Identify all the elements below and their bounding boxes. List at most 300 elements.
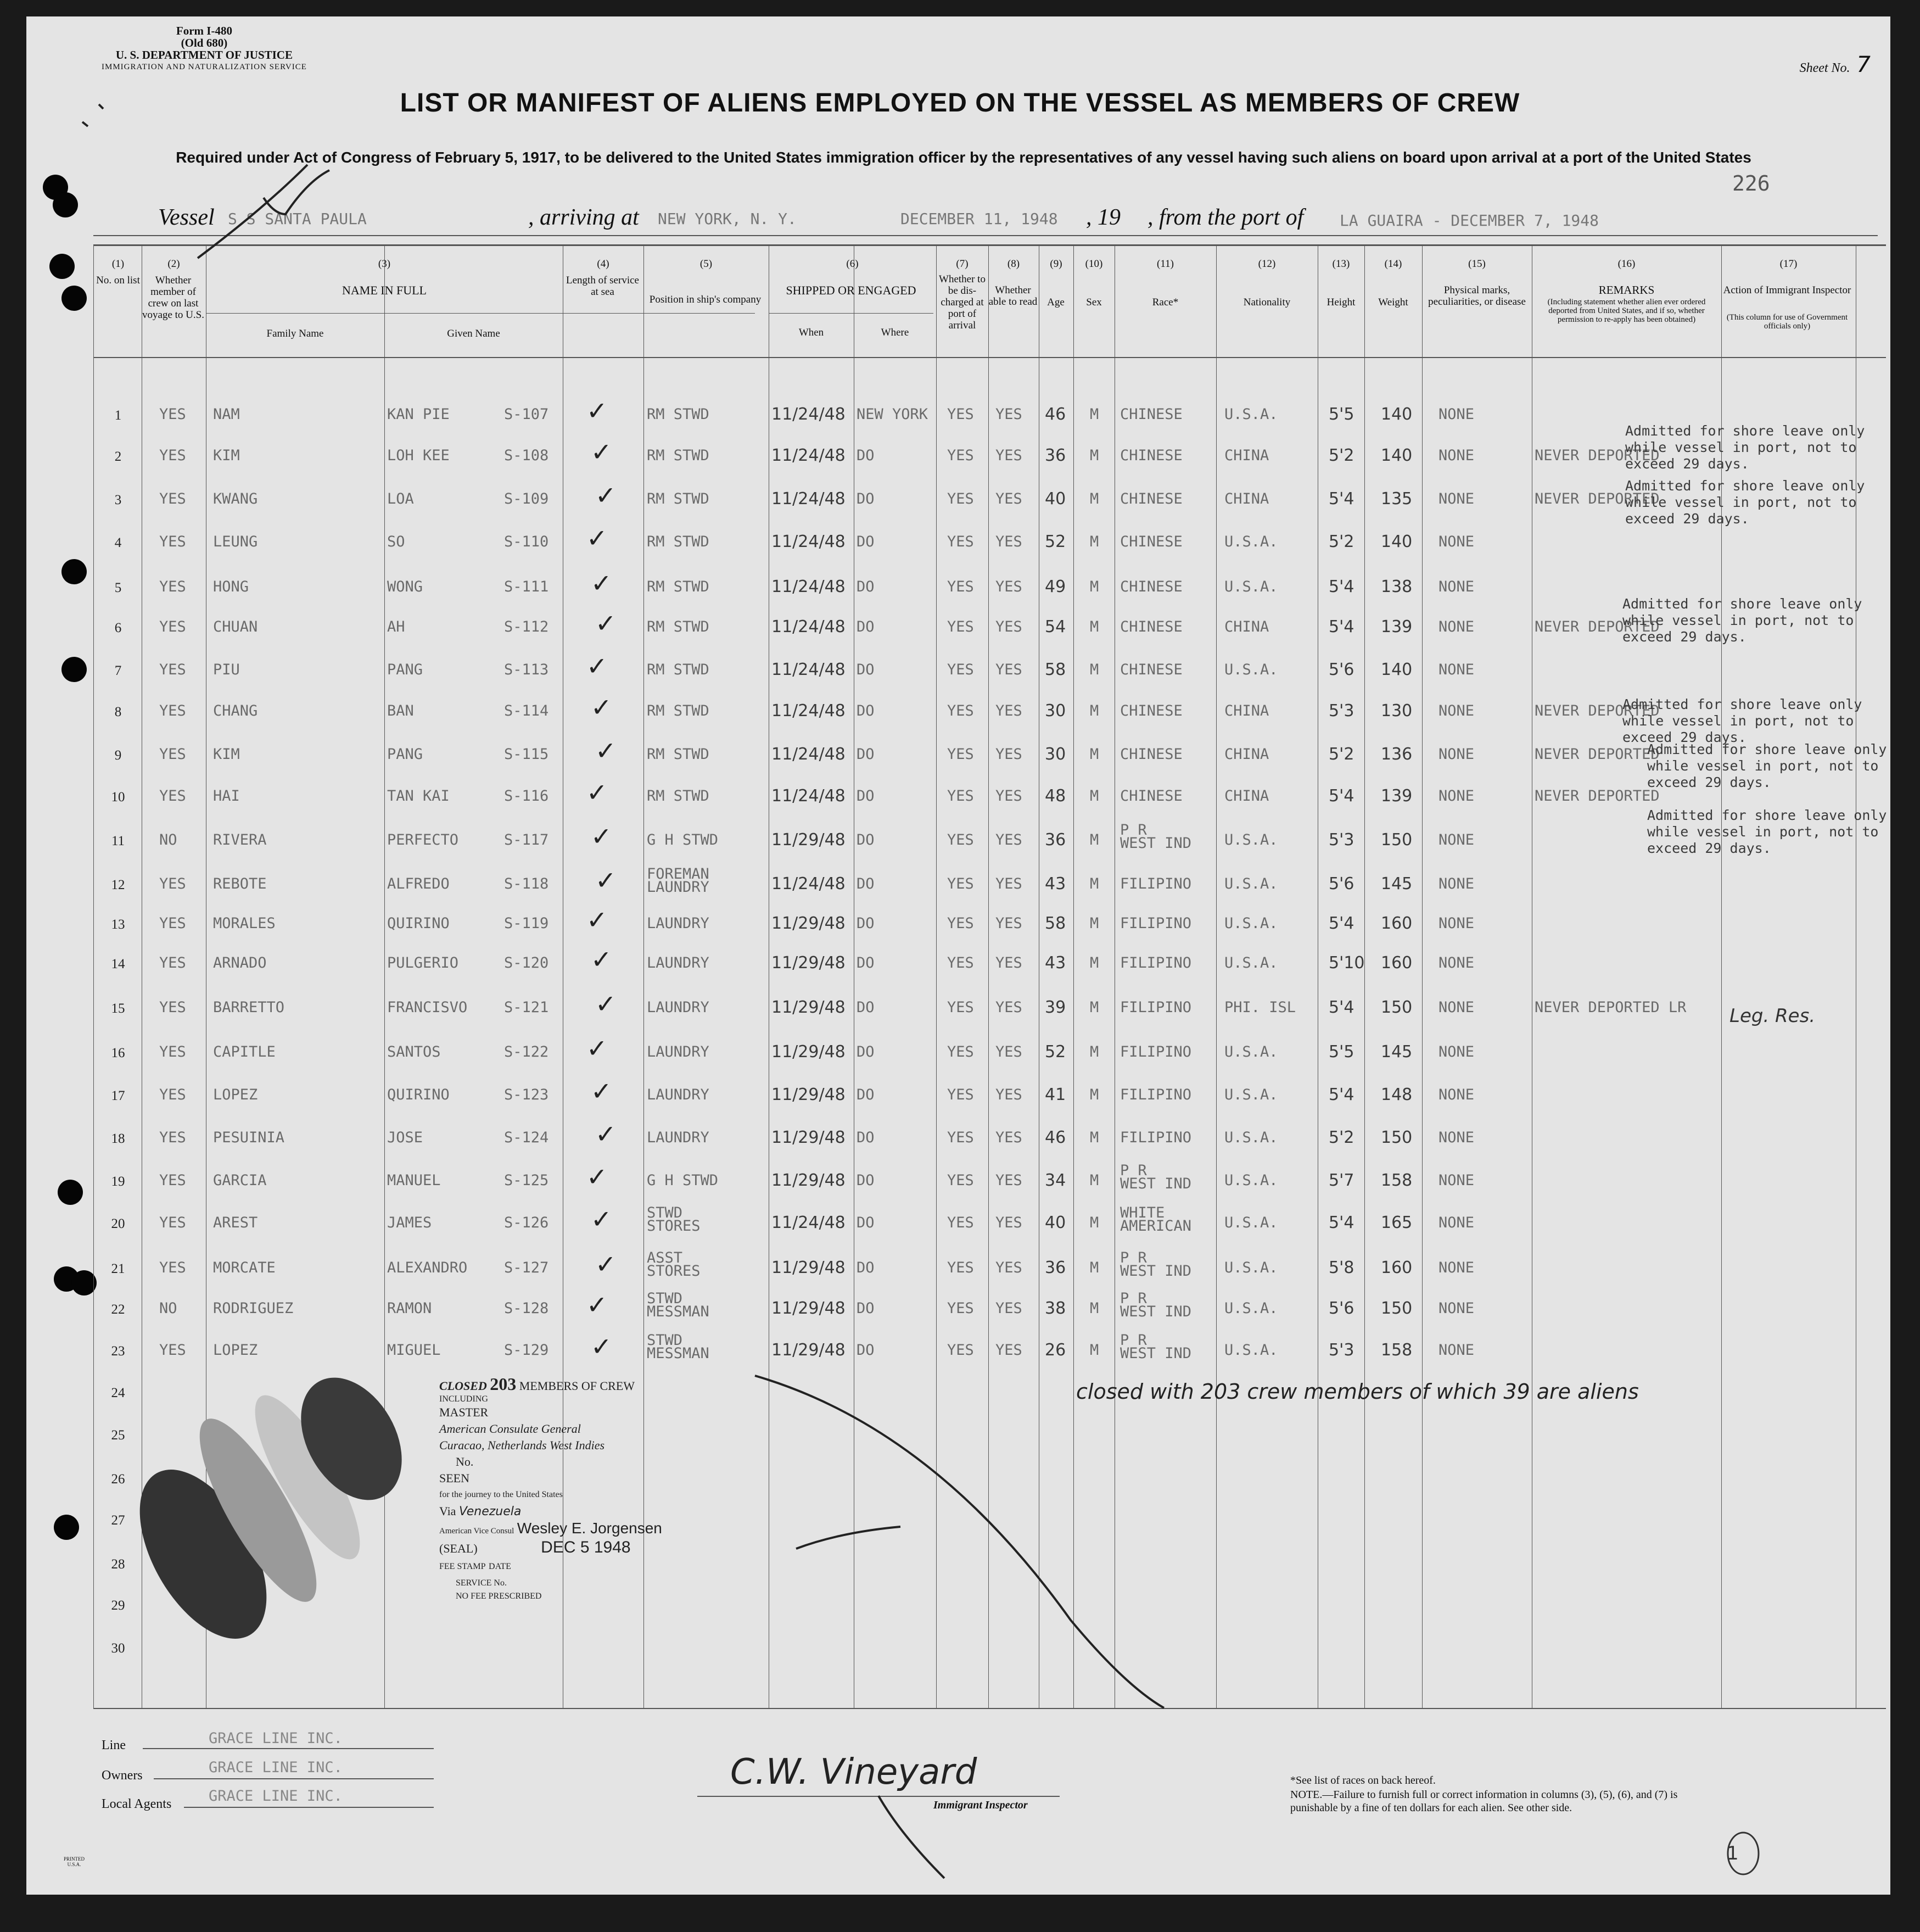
- race-cell: P R WEST IND: [1120, 1249, 1192, 1280]
- height-cell: 5'4: [1329, 1213, 1354, 1232]
- physical-marks-cell: NONE: [1438, 999, 1475, 1016]
- row-number: 30: [111, 1641, 125, 1656]
- discharged-cell: YES: [947, 618, 974, 635]
- col-when-header: When: [798, 327, 824, 338]
- stamp-seal: (SEAL): [439, 1542, 478, 1555]
- height-cell: 5'3: [1329, 830, 1354, 850]
- position-cell: RM STWD: [647, 702, 709, 719]
- weight-cell: 140: [1381, 446, 1413, 465]
- age-cell: 49: [1045, 577, 1066, 596]
- nationality-cell: U.S.A.: [1224, 1129, 1278, 1146]
- nationality-cell: CHINA: [1224, 618, 1269, 635]
- member-cell: YES: [159, 746, 186, 763]
- row-number: 3: [114, 493, 122, 507]
- col-read-header: Whether able to read: [988, 284, 1038, 308]
- weight-cell: 150: [1381, 1128, 1413, 1147]
- race-cell: FILIPINO: [1120, 915, 1192, 932]
- column-number: (9): [1050, 258, 1062, 270]
- column-number: (6): [846, 258, 859, 270]
- row-number: 17: [111, 1088, 125, 1103]
- inspector-note: Admitted for shore leave only while vessel in port, not to exceed 29 days.: [1625, 423, 1865, 472]
- sex-cell: M: [1090, 954, 1099, 971]
- inspector-signature: C.W. Vineyard: [730, 1752, 977, 1793]
- nationality-cell: U.S.A.: [1224, 875, 1278, 892]
- given-name-cell: ALFREDO: [387, 875, 450, 892]
- age-cell: 52: [1045, 532, 1066, 551]
- physical-marks-cell: NONE: [1438, 1259, 1475, 1276]
- row-number: 14: [111, 957, 125, 971]
- shipped-where-cell: DO: [857, 746, 875, 763]
- given-name-cell: QUIRINO: [387, 1086, 450, 1103]
- family-name-cell: PESUINIA: [213, 1129, 285, 1146]
- sex-cell: M: [1090, 1129, 1099, 1146]
- physical-marks-cell: NONE: [1438, 618, 1475, 635]
- row-number: 16: [111, 1046, 125, 1060]
- row-number: 9: [114, 748, 122, 763]
- column-number: (13): [1332, 258, 1350, 270]
- position-cell: RM STWD: [647, 406, 709, 423]
- service-check-mark: ✓: [595, 736, 617, 766]
- family-name-cell: ARNADO: [213, 954, 267, 971]
- age-cell: 36: [1045, 830, 1066, 850]
- vessel-label: Vessel: [158, 205, 215, 230]
- stamp-place: Curacao, Netherlands West Indies: [439, 1438, 605, 1452]
- shipped-where-cell: DO: [857, 1086, 875, 1103]
- shipped-when-cell: 11/24/48: [771, 446, 846, 465]
- service-check-mark: ✓: [591, 1204, 612, 1234]
- row-number: 22: [111, 1302, 125, 1317]
- seaman-number-cell: S-121: [504, 999, 549, 1016]
- age-cell: 48: [1045, 786, 1066, 806]
- col-discharged-header: Whether to be dis-charged at port of arrival: [939, 273, 986, 331]
- given-name-cell: FRANCISVO: [387, 999, 468, 1016]
- given-name-cell: WONG: [387, 578, 423, 595]
- sex-cell: M: [1090, 490, 1099, 507]
- column-number: (8): [1007, 258, 1020, 270]
- shipped-when-cell: 11/24/48: [771, 660, 846, 679]
- given-name-cell: PANG: [387, 746, 423, 763]
- race-cell: P R WEST IND: [1120, 1332, 1192, 1362]
- row-number: 28: [111, 1557, 125, 1572]
- service: IMMIGRATION AND NATURALIZATION SERVICE: [102, 63, 307, 71]
- physical-marks-cell: NONE: [1438, 447, 1475, 464]
- inspector-note: Admitted for shore leave only while vessel in port, not to exceed 29 days.: [1647, 807, 1887, 856]
- inspector-label: Immigrant Inspector: [933, 1799, 1028, 1811]
- sex-cell: M: [1090, 702, 1099, 719]
- stamp-master: MASTER: [439, 1405, 489, 1419]
- family-name-cell: LOPEZ: [213, 1086, 258, 1103]
- sex-cell: M: [1090, 1086, 1099, 1103]
- row-number: 6: [114, 621, 122, 635]
- able-to-read-cell: YES: [995, 1342, 1022, 1359]
- service-check-mark: ✓: [595, 866, 617, 895]
- service-check-mark: ✓: [595, 608, 617, 638]
- height-cell: 5'4: [1329, 998, 1354, 1017]
- vessel-slash-stroke: [198, 165, 307, 258]
- age-cell: 34: [1045, 1171, 1066, 1190]
- race-cell: CHINESE: [1120, 533, 1183, 550]
- member-cell: YES: [159, 1259, 186, 1276]
- shipped-when-cell: 11/24/48: [771, 532, 846, 551]
- family-name-cell: MORALES: [213, 915, 276, 932]
- shipped-when-cell: 11/24/48: [771, 745, 846, 764]
- row-number: 27: [111, 1513, 125, 1528]
- discharged-cell: YES: [947, 578, 974, 595]
- able-to-read-cell: YES: [995, 447, 1022, 464]
- row-number: 25: [111, 1428, 125, 1443]
- sex-cell: M: [1090, 875, 1099, 892]
- position-cell: STWD MESSMAN: [647, 1332, 709, 1362]
- race-cell: FILIPINO: [1120, 954, 1192, 971]
- height-cell: 5'5: [1329, 1042, 1354, 1062]
- height-cell: 5'6: [1329, 660, 1354, 679]
- race-cell: FILIPINO: [1120, 1043, 1192, 1060]
- sex-cell: M: [1090, 618, 1099, 635]
- shipped-when-cell: 11/29/48: [771, 1128, 846, 1147]
- race-cell: P R WEST IND: [1120, 1290, 1192, 1320]
- form-number: Form I-480: [176, 24, 232, 37]
- family-name-cell: BARRETTO: [213, 999, 285, 1016]
- row-number: 18: [111, 1131, 125, 1146]
- given-name-cell: BAN: [387, 702, 414, 719]
- physical-marks-cell: NONE: [1438, 875, 1475, 892]
- physical-marks-cell: NONE: [1438, 746, 1475, 763]
- shipped-where-cell: DO: [857, 915, 875, 932]
- stamp-including: INCLUDING: [439, 1394, 488, 1404]
- remarks-cell: NEVER DEPORTED: [1535, 618, 1660, 635]
- seaman-number-cell: S-115: [504, 746, 549, 763]
- col-nationality-header: Nationality: [1243, 297, 1291, 308]
- position-cell: LAUNDRY: [647, 1043, 709, 1060]
- member-cell: YES: [159, 578, 186, 595]
- physical-marks-cell: NONE: [1438, 915, 1475, 932]
- seaman-number-cell: S-117: [504, 831, 549, 848]
- shipped-where-cell: DO: [857, 661, 875, 678]
- height-cell: 5'7: [1329, 1171, 1354, 1190]
- family-name-cell: REBOTE: [213, 875, 267, 892]
- vessel-name: S S SANTA PAULA: [228, 210, 367, 228]
- position-cell: RM STWD: [647, 661, 709, 678]
- discharged-cell: YES: [947, 447, 974, 464]
- weight-cell: 130: [1381, 701, 1413, 721]
- age-cell: 36: [1045, 446, 1066, 465]
- service-check-mark: ✓: [586, 1162, 608, 1192]
- height-cell: 5'10: [1329, 953, 1365, 973]
- member-cell: YES: [159, 1086, 186, 1103]
- shipped-when-cell: 11/29/48: [771, 998, 846, 1017]
- stamp-consulate: American Consulate General: [439, 1422, 581, 1436]
- discharged-cell: YES: [947, 1043, 974, 1060]
- member-cell: YES: [159, 875, 186, 892]
- form-old-number: (Old 680): [181, 36, 228, 49]
- height-cell: 5'6: [1329, 874, 1354, 894]
- agents-value: GRACE LINE INC.: [209, 1788, 343, 1805]
- position-cell: STWD STORES: [647, 1204, 701, 1235]
- weight-cell: 140: [1381, 405, 1413, 424]
- remarks-cell: NEVER DEPORTED: [1535, 746, 1660, 763]
- given-name-cell: MANUEL: [387, 1172, 441, 1189]
- member-cell: YES: [159, 954, 186, 971]
- seaman-number-cell: S-112: [504, 618, 549, 635]
- service-check-mark: ✓: [586, 523, 608, 553]
- row-number: 19: [111, 1174, 125, 1189]
- service-check-mark: ✓: [595, 1119, 617, 1149]
- member-cell: YES: [159, 490, 186, 507]
- age-cell: 40: [1045, 489, 1066, 509]
- family-name-cell: RODRIGUEZ: [213, 1300, 294, 1317]
- age-cell: 36: [1045, 1258, 1066, 1277]
- given-name-cell: ALEXANDRO: [387, 1259, 468, 1276]
- arrival-date: DECEMBER 11, 1948: [900, 210, 1058, 228]
- seaman-number-cell: S-114: [504, 702, 549, 719]
- member-cell: YES: [159, 1129, 186, 1146]
- age-cell: 46: [1045, 405, 1066, 424]
- discharged-cell: YES: [947, 661, 974, 678]
- shipped-when-cell: 11/29/48: [771, 914, 846, 933]
- weight-cell: 160: [1381, 914, 1413, 933]
- stamp-date: DEC 5 1948: [541, 1538, 631, 1556]
- shipped-when-cell: 11/24/48: [771, 874, 846, 894]
- discharged-cell: YES: [947, 746, 974, 763]
- shipped-when-cell: 11/24/48: [771, 701, 846, 721]
- position-cell: LAUNDRY: [647, 1086, 709, 1103]
- weight-cell: 150: [1381, 1299, 1413, 1318]
- line-label: Line: [102, 1738, 126, 1752]
- height-cell: 5'2: [1329, 532, 1354, 551]
- given-name-cell: LOH KEE: [387, 447, 450, 464]
- discharged-cell: YES: [947, 875, 974, 892]
- inspector-note: Admitted for shore leave only while vessel in port, not to exceed 29 days.: [1647, 741, 1887, 790]
- column-number: (2): [167, 258, 180, 270]
- able-to-read-cell: YES: [995, 1259, 1022, 1276]
- race-cell: CHINESE: [1120, 618, 1183, 635]
- race-cell: FILIPINO: [1120, 875, 1192, 892]
- position-cell: LAUNDRY: [647, 915, 709, 932]
- nationality-cell: U.S.A.: [1224, 1043, 1278, 1060]
- height-cell: 5'4: [1329, 786, 1354, 806]
- able-to-read-cell: YES: [995, 533, 1022, 550]
- remarks-cell: NEVER DEPORTED: [1535, 702, 1660, 719]
- seaman-number-cell: S-119: [504, 915, 549, 932]
- physical-marks-cell: NONE: [1438, 490, 1475, 507]
- family-name-cell: HAI: [213, 788, 240, 805]
- given-name-cell: LOA: [387, 490, 414, 507]
- position-cell: ASST STORES: [647, 1249, 701, 1280]
- weight-cell: 165: [1381, 1213, 1413, 1232]
- stamp-signer: Wesley E. Jorgensen: [517, 1520, 662, 1537]
- nationality-cell: CHINA: [1224, 788, 1269, 805]
- nationality-cell: U.S.A.: [1224, 661, 1278, 678]
- race-cell: CHINESE: [1120, 406, 1183, 423]
- inspector-note: Admitted for shore leave only while vessel in port, not to exceed 29 days.: [1622, 696, 1862, 745]
- weight-cell: 140: [1381, 532, 1413, 551]
- col-family-header: Family Name: [266, 328, 324, 339]
- row-number: 5: [114, 580, 122, 595]
- seaman-number-cell: S-107: [504, 406, 549, 423]
- col-given-header: Given Name: [447, 328, 500, 339]
- race-cell: CHINESE: [1120, 702, 1183, 719]
- physical-marks-cell: NONE: [1438, 1129, 1475, 1146]
- physical-marks-cell: NONE: [1438, 954, 1475, 971]
- corner-circle: [1728, 1833, 1759, 1874]
- shipped-when-cell: 11/29/48: [771, 1341, 846, 1360]
- shipped-when-cell: 11/24/48: [771, 1213, 846, 1232]
- row-number: 8: [114, 705, 122, 719]
- weight-cell: 158: [1381, 1341, 1413, 1360]
- able-to-read-cell: YES: [995, 1129, 1022, 1146]
- race-cell: CHINESE: [1120, 661, 1183, 678]
- given-name-cell: PANG: [387, 661, 423, 678]
- column-number: (1): [111, 258, 125, 270]
- department: U. S. DEPARTMENT OF JUSTICE: [115, 48, 293, 62]
- column-number: (15): [1468, 258, 1486, 270]
- member-cell: YES: [159, 447, 186, 464]
- col-remarks-header: REMARKS: [1598, 283, 1655, 297]
- discharged-cell: YES: [947, 831, 974, 848]
- given-name-cell: PULGERIO: [387, 954, 459, 971]
- position-cell: RM STWD: [647, 578, 709, 595]
- family-name-cell: NAM: [213, 406, 240, 423]
- member-cell: YES: [159, 915, 186, 932]
- family-name-cell: PIU: [213, 661, 240, 678]
- col-sex-header: Sex: [1086, 297, 1102, 308]
- sex-cell: M: [1090, 1342, 1099, 1359]
- seal-emblem: [114, 1360, 422, 1660]
- position-cell: STWD MESSMAN: [647, 1290, 709, 1320]
- height-cell: 5'8: [1329, 1258, 1354, 1277]
- service-check-mark: ✓: [591, 693, 612, 722]
- height-cell: 5'3: [1329, 701, 1354, 721]
- column-number: (16): [1617, 258, 1636, 270]
- service-check-mark: ✓: [595, 481, 617, 510]
- race-cell: CHINESE: [1120, 578, 1183, 595]
- stamp-via-label: Via: [439, 1504, 456, 1518]
- height-cell: 5'5: [1329, 405, 1354, 424]
- weight-cell: 150: [1381, 830, 1413, 850]
- discharged-cell: YES: [947, 1214, 974, 1231]
- race-cell: CHINESE: [1120, 447, 1183, 464]
- stamp-service: SERVICE No.: [456, 1578, 507, 1588]
- able-to-read-cell: YES: [995, 1172, 1022, 1189]
- remarks-cell: NEVER DEPORTED: [1535, 788, 1660, 805]
- service-check-mark: ✓: [595, 989, 617, 1019]
- col-remarks-note: (Including statement whether alien ever ordered deported from United States, and if so, whether permission to re-apply has been obtained): [1547, 298, 1706, 324]
- family-name-cell: MORCATE: [213, 1259, 276, 1276]
- physical-marks-cell: NONE: [1438, 702, 1475, 719]
- page-title: LIST OR MANIFEST OF ALIENS EMPLOYED ON THE VESSEL AS MEMBERS OF CREW: [400, 88, 1520, 118]
- weight-cell: 158: [1381, 1171, 1413, 1190]
- age-cell: 54: [1045, 617, 1066, 636]
- seaman-number-cell: S-126: [504, 1214, 549, 1231]
- row-number: 1: [114, 408, 122, 423]
- arriving-label: , arriving at: [528, 205, 639, 230]
- service-check-mark: ✓: [586, 905, 608, 935]
- position-cell: LAUNDRY: [647, 1129, 709, 1146]
- physical-marks-cell: NONE: [1438, 1300, 1475, 1317]
- sheet-value: 7: [1856, 52, 1871, 77]
- row-number: 20: [111, 1216, 125, 1231]
- column-number: (11): [1157, 258, 1174, 270]
- row-number: 26: [111, 1472, 125, 1487]
- col-length-header: Length of service at sea: [566, 275, 639, 298]
- age-cell: 39: [1045, 998, 1066, 1017]
- col-action-note: (This column for use of Government officials only): [1726, 313, 1848, 331]
- given-name-cell: TAN KAI: [387, 788, 450, 805]
- nationality-cell: U.S.A.: [1224, 831, 1278, 848]
- race-cell: FILIPINO: [1120, 1129, 1192, 1146]
- shipped-where-cell: DO: [857, 788, 875, 805]
- column-number: (4): [597, 258, 609, 270]
- shipped-where-cell: DO: [857, 490, 875, 507]
- sex-cell: M: [1090, 447, 1099, 464]
- col-member-header: Whether member of crew on last voyage to U.S.: [142, 275, 204, 321]
- sex-cell: M: [1090, 533, 1099, 550]
- races-note: *See list of races on back hereof.: [1290, 1774, 1436, 1786]
- seaman-number-cell: S-124: [504, 1129, 549, 1146]
- member-cell: YES: [159, 1172, 186, 1189]
- weight-cell: 145: [1381, 874, 1413, 894]
- nationality-cell: U.S.A.: [1224, 1259, 1278, 1276]
- sex-cell: M: [1090, 661, 1099, 678]
- page-subtitle: Required under Act of Congress of February 5, 1917, to be delivered to the United States immigration officer by the representatives of any vessel having such aliens on board upon arrival at a port of the United States: [176, 149, 1751, 166]
- shipped-where-cell: DO: [857, 702, 875, 719]
- service-check-mark: ✓: [591, 437, 612, 467]
- able-to-read-cell: YES: [995, 702, 1022, 719]
- member-cell: YES: [159, 406, 186, 423]
- col-where-header: Where: [881, 327, 909, 338]
- row-number: 13: [111, 917, 125, 932]
- able-to-read-cell: YES: [995, 831, 1022, 848]
- position-cell: G H STWD: [647, 1172, 719, 1189]
- discharged-cell: YES: [947, 702, 974, 719]
- seaman-number-cell: S-123: [504, 1086, 549, 1103]
- height-cell: 5'2: [1329, 1128, 1354, 1147]
- sheet-label: Sheet No.: [1799, 61, 1850, 75]
- column-number: (12): [1258, 258, 1276, 270]
- legal-resident-note: Leg. Res.: [1729, 1005, 1816, 1027]
- stamp-closed: CLOSED: [439, 1379, 487, 1393]
- service-check-mark: ✓: [591, 822, 612, 851]
- given-name-cell: SO: [387, 533, 405, 550]
- printer-mark: PRINTED U.S.A.: [64, 1856, 85, 1867]
- shipped-where-cell: DO: [857, 1300, 875, 1317]
- able-to-read-cell: YES: [995, 578, 1022, 595]
- height-cell: 5'4: [1329, 577, 1354, 596]
- sex-cell: M: [1090, 915, 1099, 932]
- height-cell: 5'4: [1329, 1085, 1354, 1104]
- seaman-number-cell: S-127: [504, 1259, 549, 1276]
- shipped-when-cell: 11/24/48: [771, 617, 846, 636]
- sex-cell: M: [1090, 1214, 1099, 1231]
- column-number: (14): [1384, 258, 1402, 270]
- position-cell: RM STWD: [647, 533, 709, 550]
- shipped-when-cell: 11/24/48: [771, 786, 846, 806]
- able-to-read-cell: YES: [995, 1043, 1022, 1060]
- family-name-cell: CAPITLE: [213, 1043, 276, 1060]
- age-cell: 58: [1045, 914, 1066, 933]
- shipped-where-cell: DO: [857, 954, 875, 971]
- physical-marks-cell: NONE: [1438, 1086, 1475, 1103]
- seaman-number-cell: S-125: [504, 1172, 549, 1189]
- discharged-cell: YES: [947, 1172, 974, 1189]
- sex-cell: M: [1090, 1300, 1099, 1317]
- nationality-cell: U.S.A.: [1224, 1300, 1278, 1317]
- position-cell: RM STWD: [647, 447, 709, 464]
- stamp-members: MEMBERS OF CREW: [519, 1379, 635, 1393]
- age-cell: 26: [1045, 1341, 1066, 1360]
- weight-cell: 139: [1381, 786, 1413, 806]
- row-number: 12: [111, 878, 125, 892]
